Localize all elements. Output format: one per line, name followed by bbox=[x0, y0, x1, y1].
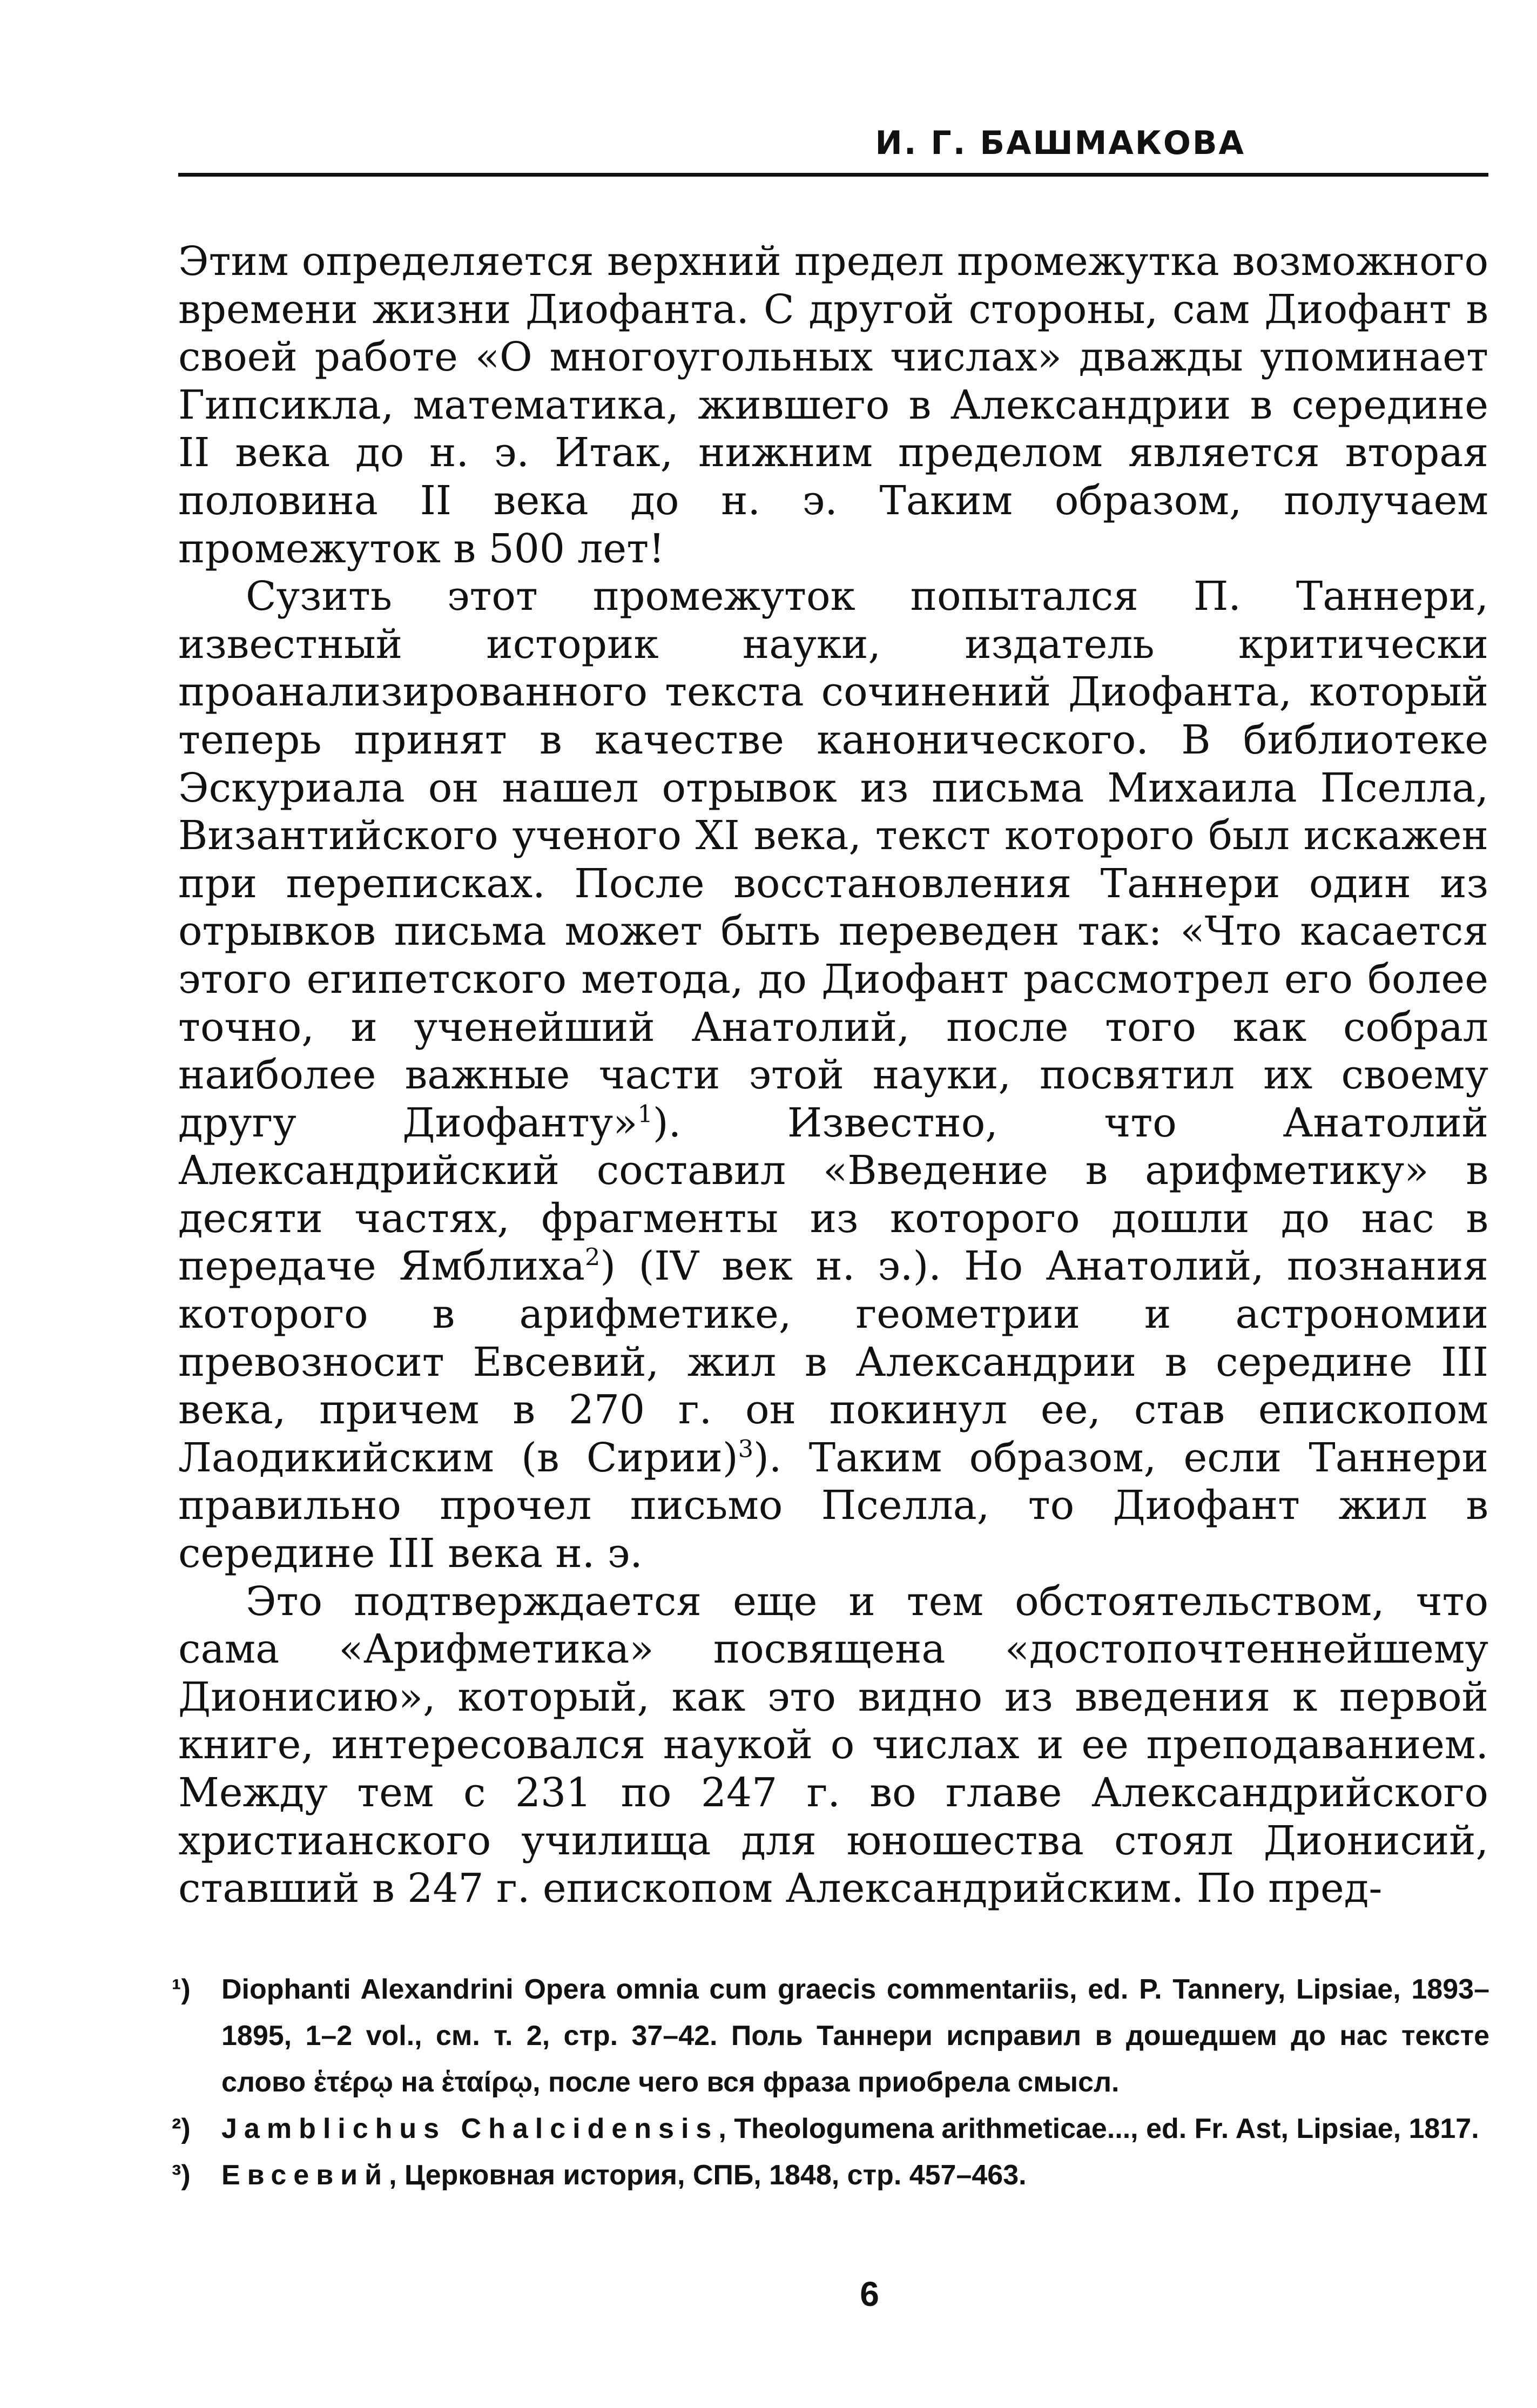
paragraph-2 bbox=[178, 573, 1488, 1577]
footnote-3-text: , Церковная история, СПБ, 1848, стр. 457–463. bbox=[389, 2160, 1027, 2191]
footnote-1-mark: ¹) bbox=[172, 1974, 191, 2005]
paragraph-2-part-3: ) (IV век н. э.). Но Анатолий, познания которого в арифметике, геометрии и астрономии превозносит Евсевий, жил в Александрии в середине III века, причем в 270 г. он покинул ее, став епископом Лаодикийским (в Сирии) bbox=[178, 1243, 1488, 1481]
footnote-ref-1: 1 bbox=[637, 1100, 653, 1128]
paragraph-3: Это подтверждается еще и тем обстоятельством, что сама «Арифметика» посвящена «достопочтеннейшему Дионисию», который, как это видно из введения к первой книге, интересовался наукой о числах и ее преподаванием. Между тем с 231 по 247 г. во главе Александрийского христианского училища для юношества стоял Дионисий, ставший в 247 г. епископом Александрийским. По пред- bbox=[178, 1578, 1488, 1912]
paragraph-2-part-4: ). Таким образом, если Таннери правильно прочел письмо Пселла, то Диофант жил в середине III века н. э. bbox=[178, 1434, 1488, 1577]
footnote-3-mark: ³) bbox=[172, 2160, 191, 2191]
paragraph-2-part-2: ). Известно, что Анатолий Александрийский составил «Введение в арифметику» в десяти частях, фрагменты из которого дошли до нас в передаче Ямблиха bbox=[178, 1099, 1488, 1290]
footnote-2-mark: ²) bbox=[172, 2113, 191, 2144]
footnote-1 bbox=[172, 1966, 1489, 2106]
footnote-2 bbox=[172, 2106, 1489, 2152]
footnote-ref-2: 2 bbox=[585, 1243, 601, 1272]
footnote-3-author: Евсевий bbox=[221, 2160, 389, 2191]
header-rule bbox=[178, 173, 1488, 177]
main-text bbox=[178, 238, 1488, 1913]
page-number: 6 bbox=[860, 2275, 879, 2313]
footnote-1-text: Diophanti Alexandrini Opera omnia cum graecis commentariis, ed. P. Tannery, Lipsiae, 1893–1895, 1–2 vol., см. т. 2, стр. 37–42. Поль Таннери исправил в дошедшем до нас тексте слово ἑτέρῳ на ἑταίρῳ, после чего вся фраза приобрела смысл. bbox=[221, 1974, 1489, 2098]
footnote-ref-3: 3 bbox=[738, 1435, 753, 1463]
page-header bbox=[178, 115, 1488, 179]
paragraph-1: Этим определяется верхний предел промежутка возможного времени жизни Диофанта. С другой стороны, сам Диофант в своей работе «О многоугольных числах» дважды упоминает Гипсикла, математика, жившего в Александрии в середине II века до н. э. Итак, нижним пределом является вторая половина II века до н. э. Таким образом, получаем промежуток в 500 лет! bbox=[178, 238, 1488, 572]
footnote-2-author: Jamblichus Chalcidensis bbox=[221, 2113, 719, 2144]
footnote-3 bbox=[172, 2152, 1489, 2198]
footnote-2-text: , Theologumena arithmeticae..., ed. Fr. Ast, Lipsiae, 1817. bbox=[718, 2113, 1479, 2144]
footnotes bbox=[172, 1966, 1489, 2198]
paragraph-2-part-1: Сузить этот промежуток попытался П. Таннери, известный историк науки, издатель критически проанализированного текста сочинений Диофанта, который теперь принят в качестве канонического. В библиотеке Эскуриала он нашел отрывок из письма Михаила Пселла, Византийского ученого XI века, текст которого был искажен при переписках. После восстановления Таннери один из отрывков письма может быть переведен так: «Что касается этого египетского метода, до Диофант рассмотрел его более точно, и ученейший Анатолий, после того как собрал наиболее важные части этой науки, посвятил их своему другу Диофанту» bbox=[178, 573, 1488, 1146]
running-head: И. Г. БАШМАКОВА bbox=[875, 124, 1245, 162]
